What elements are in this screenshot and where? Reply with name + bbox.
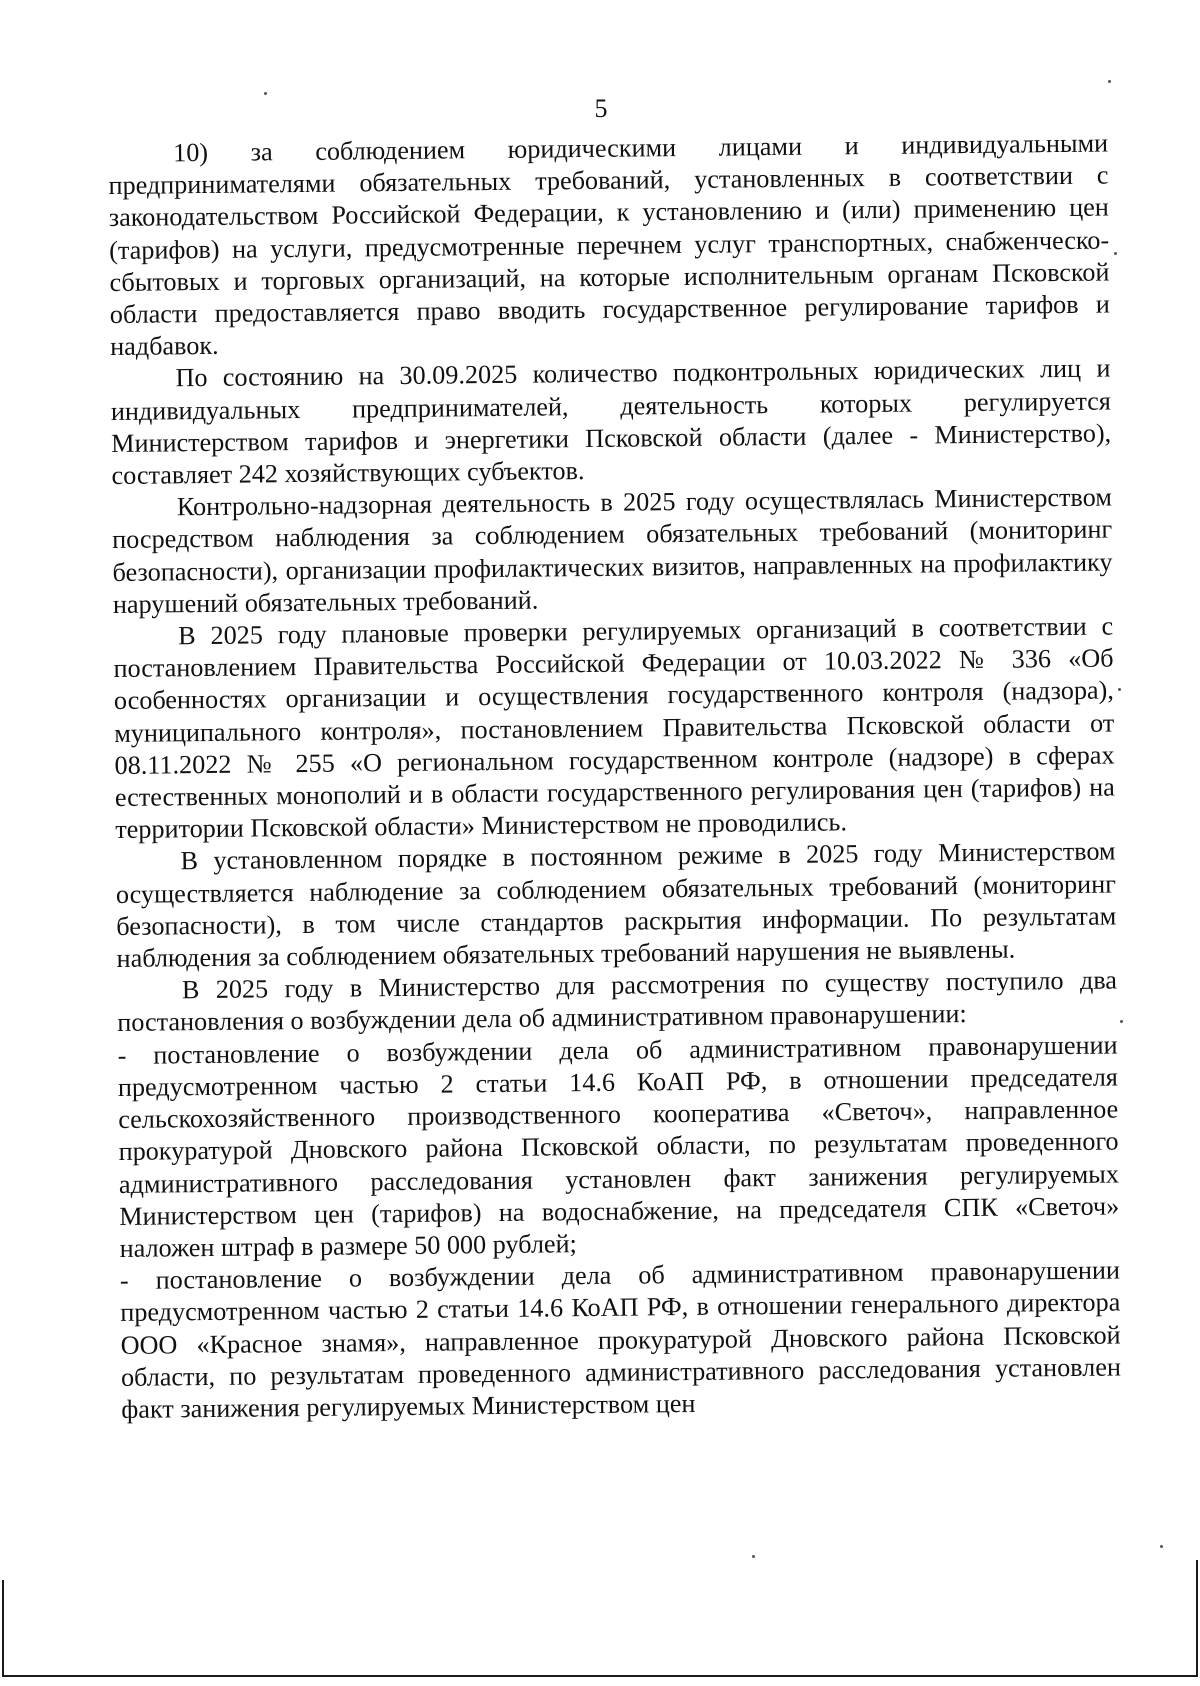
- list-item-krasnoe-znamya-case: - постановление о возбуждении дела об административном правонарушении предусмотренном частью 2 статьи 14.6 КоАП РФ, в отношении генерального директора ООО «Красное знамя», направленное прокуратурой Дновского района Псковской области, по результатам проведенного административного расследования установлен факт занижения регулируемых Министерством цен: [119, 1255, 1122, 1424]
- scan-edge-left: [2, 1580, 4, 1676]
- paragraph-planned-inspections: В 2025 году плановые проверки регулируемых организаций в соответствии с постановлением Правительства Российской Федерации от 10.03.2022 № 336 «Об особенностях организации и осуществления государственного контроля (надзора), муниципального контроля», постановлением Правительства Псковской области от 08.11.2022 № 255 «О региональном государственном контроле (надзоре) в сферах естественных монополий и в области государственного регулирования цен (тарифов) на территории Псковской области» Министерством не проводились.: [113, 611, 1116, 845]
- scan-edge-right: [1196, 1560, 1198, 1676]
- scan-speck: [752, 1555, 755, 1558]
- scan-speck: [264, 92, 267, 95]
- scan-speck: [1120, 1020, 1123, 1023]
- scan-speck: [1118, 688, 1121, 691]
- scan-speck: [1160, 1545, 1163, 1548]
- list-item-svetoch-case: - постановление о возбуждении дела об административном правонарушении предусмотренном частью 2 статьи 14.6 КоАП РФ, в отношении председателя сельскохозяйственного производственного кооператива «Светоч», направленное прокуратурой Дновского района Псковской области, по результатам проведенного административного расследования установлен факт занижения регулируемых Министерством цен (тарифов) на водоснабжение, на председателя СПК «Светоч» наложен штраф в размере 50 000 рублей;: [117, 1030, 1120, 1263]
- scan-speck: [1108, 80, 1111, 83]
- paragraph-subjects-count: По состоянию на 30.09.2025 количество подконтрольных юридических лиц и индивидуальных предпринимателей, деятельность которых регулируется Министерством тарифов и энергетики Псковской области (далее - Министерство), составляет 242 хозяйствующих субъектов.: [110, 353, 1112, 491]
- page-number: 5: [594, 94, 608, 123]
- scan-speck: [1114, 252, 1117, 255]
- paragraph-administrative-cases: В 2025 году в Министерство для рассмотрения по существу поступило два постановления о возбуждении дела об административном правонарушении:: [117, 965, 1118, 1038]
- document-body: [108, 128, 1121, 1427]
- paragraph-supervision-activity: Контрольно-надзорная деятельность в 2025 году осуществлялась Министерством посредством наблюдения за соблюдением обязательных требований (мониторинг безопасности), организации профилактических визитов, направленных на профилактику нарушений обязательных требований.: [112, 482, 1113, 619]
- scan-edge-bottom: [2, 1675, 1198, 1677]
- paragraph-monitoring: В установленном порядке в постоянном режиме в 2025 году Министерством осуществляется наблюдение за соблюдением обязательных требований (мониторинг безопасности), в том числе стандартов раскрытия информации. По результатам наблюдения за соблюдением обязательных требований нарушения не выявлены.: [115, 836, 1117, 974]
- paragraph-tariff-control: 10) за соблюдением юридическими лицами и индивидуальными предпринимателями обязательных требований, установленных в соответствии с законодательством Российской Федерации, к установлению и (или) применению цен (тарифов) на услуги, предусмотренные перечнем услуг транспортных, снабженческо-сбытовых и торговых организаций, на которые исполнительным органам Псковской области предоставляется право вводить государственное регулирование тарифов и надбавок.: [108, 128, 1110, 362]
